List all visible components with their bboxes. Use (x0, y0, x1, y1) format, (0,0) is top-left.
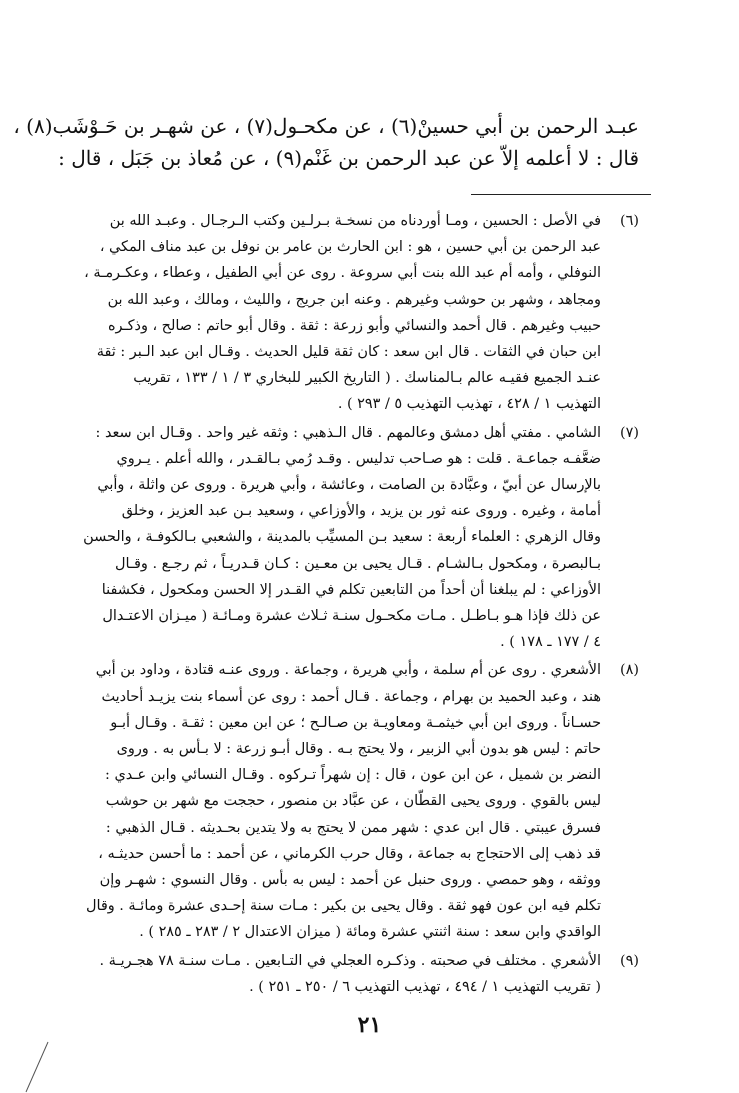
footnote-line: ليس بالقوي . وروى يحيى القطّان ، عن عبَّاد بن منصور ، حججت مع شهر بن حوشب (105, 793, 601, 810)
footnote-line: حاتم : ليس هو بدون أبي الزبير ، ولا يحتج بـه . وقال أبـو زرعة : لا بـأس به . وروى (116, 741, 601, 758)
footnote-line: قد ذهب إلى الاحتجاج به جماعة ، وقال حرب الكرماني ، عن أحمد : ما أحسن حديثـه ، (98, 845, 601, 862)
footnote-line: بـالبصرة ، ومكحول بـالشـام . قـال يحيى بن معـين : كـان قـدريـاً ، ثم رجـع . وقـال (115, 555, 601, 572)
footnote-line: الأشعري . مختلف في صحبته . وذكـره العجلي في التـابعين . مـات سنـة ٧٨ هجـريـة . (99, 952, 601, 969)
pen-stroke-mark (22, 1040, 52, 1093)
footnote-line: عن ذلك فإذا هـو بـاطـل . مـات مكحـول سنـة ثـلاث عشرة ومـائـة ( ميـزان الاعتـدال (102, 608, 601, 625)
footnote-line: ضعَّفـه جماعـة . قلت : هو صـاحب تدليس . وقـد رُمي بـالقـدر ، والله أعلم . يـروي (116, 450, 601, 467)
footnote-line: ومجاهد ، وشهر بن حوشب وغيرهم . وعنه ابن جريج ، والليث ، ومالك ، وعبد الله بن (107, 291, 601, 308)
footnote-line: حسـاناً . وروى ابن أبي خيثمـة ومعاويـة بن صـالـح ؛ عن ابن معين : ثقـة . وقـال أبـو (110, 714, 601, 731)
footnote-line: في الأصل : الحسين ، ومـا أوردناه من نسخـة بـرلـين وكتب الـرجـال . وعبـد الله بن (109, 213, 601, 229)
footnote-7 (83, 420, 639, 656)
main-text-line: عبـد الرحمن بن أبي حسينْ(٦) ، عن مكحـول(٧) ، عن شهـر بن حَـوْشَب(٨) ، (13, 114, 639, 138)
main-text (13, 110, 639, 174)
footnote-line: ابن حبان في الثقات . قال ابن سعد : كان ثقة قليل الحديث . وقـال ابن عبد الـبر : ثقة (96, 344, 601, 361)
footnote-line: الأشعري . روى عن أم سلمة ، وأبي هريرة ، وجماعة . وروى عنـه قتادة ، وداود بن أبي (95, 662, 601, 679)
main-text-line: قال : لا أعلمه إلاّ عن عبد الرحمن بن غَنْم(٩) ، عن مُعاذ بن جَبَل ، قال : (58, 146, 639, 170)
footnote-line: النضر بن شميل ، عن ابن عون ، قال : إن شهراً تـركوه . وقـال النسائي وابن عـدي : (105, 767, 601, 784)
footnote-line: فسرق عيبتي . قال ابن عدي : شهر ممن لا يحتج به ولا يتدين بحـديثه . قـال الذهبي : (105, 819, 601, 836)
footnote-6 (84, 208, 639, 418)
footnote-line: الأوزاعي : لم يبلغنا أن أحداً من التابعين تكلم في القـدر إلا الحسن ومكحول ، فكشفنا (101, 581, 601, 598)
footnote-line: الشامي . مفتي أهل دمشق وعالمهم . قال الـذهبي : وثقه غير واحد . وقـال ابن سعد : (95, 424, 601, 441)
footnote-number: (٧) (620, 424, 639, 441)
footnote-line: ( تقريب التهذيب ١ / ٤٩٤ ، تهذيب التهذيب ٦ / ٢٥٠ ـ ٢٥١ ) . (249, 978, 601, 995)
page-number: ٢١ (357, 1012, 382, 1038)
footnote-number: (٦) (620, 213, 639, 229)
footnote-8 (85, 657, 639, 945)
footnote-line: بالإرسال عن أبيّ ، وعبَّادة بن الصامت ، وعائشة ، وأبي هريرة . وروى عن واثلة ، وأبي (97, 477, 601, 494)
footnote-line: عبد الرحمن بن أبي حسين ، هو : ابن الحارث بن عامر بن نوفل بن عبد مناف المكي ، (99, 239, 601, 256)
footnote-line: حبيب وغيرهم . قال أحمد والنسائي وأبو زرعة : ثقة . وقال أبو حاتم : صالح ، وذكـره (107, 317, 601, 334)
footnote-separator (471, 194, 651, 195)
footnote-line: عنـد الجميع فقيـه عالم بـالمناسك . ( التاريخ الكبير للبخاري ٣ / ١ / ١٣٣ ، تقريب (133, 370, 601, 387)
footnote-line: التهذيب ١ / ٤٢٨ ، تهذيب التهذيب ٥ / ٢٩٣ ) . (337, 396, 601, 413)
footnote-line: الواقدي وابن سعد : سنة اثنتي عشرة ومائة ( ميزان الاعتدال ٢ / ٢٨٣ ـ ٢٨٥ ) . (139, 924, 601, 941)
footnote-line: ووثقه ، وهو حمصي . وروى حنبل عن أحمد : ليس به بأس . وقال النسوي : شهـر وإن (99, 872, 601, 889)
footnote-line: تكلم فيه ابن عون فهو ثقة . وقال يحيى بن بكير : مـات سنة إحـدى عشرة ومائـة . وقال (85, 898, 601, 915)
footnote-line: هند ، وعبد الحميد بن بهرام ، وجماعة . قـال أحمد : روى عن أسماء بنت يزيـد أحاديث (101, 688, 601, 705)
footnote-number: (٨) (620, 662, 639, 679)
footnotes (83, 208, 639, 1002)
footnote-line: ٤ / ١٧٧ ـ ١٧٨ ) . (500, 634, 601, 651)
footnote-line: وقال الزهري : العلماء أربعة : سعيد بـن المسيِّب بالمدينة ، والشعبي بـالكوفـة ، والحسن (83, 529, 601, 546)
footnote-line: أمامة ، وغيره . وروى عنه ثور بن يزيد ، والأوزاعي ، وسعيد بـن عبد العزيز ، وخلق (121, 503, 601, 520)
footnote-number: (٩) (620, 952, 639, 969)
footnote-line: النوفلي ، وأمه أم عبد الله بنت أبي سروعة . روى عن أبي الطفيل ، وعطاء ، وعكـرمـة ، (84, 265, 601, 282)
footnote-9 (92, 948, 639, 1000)
